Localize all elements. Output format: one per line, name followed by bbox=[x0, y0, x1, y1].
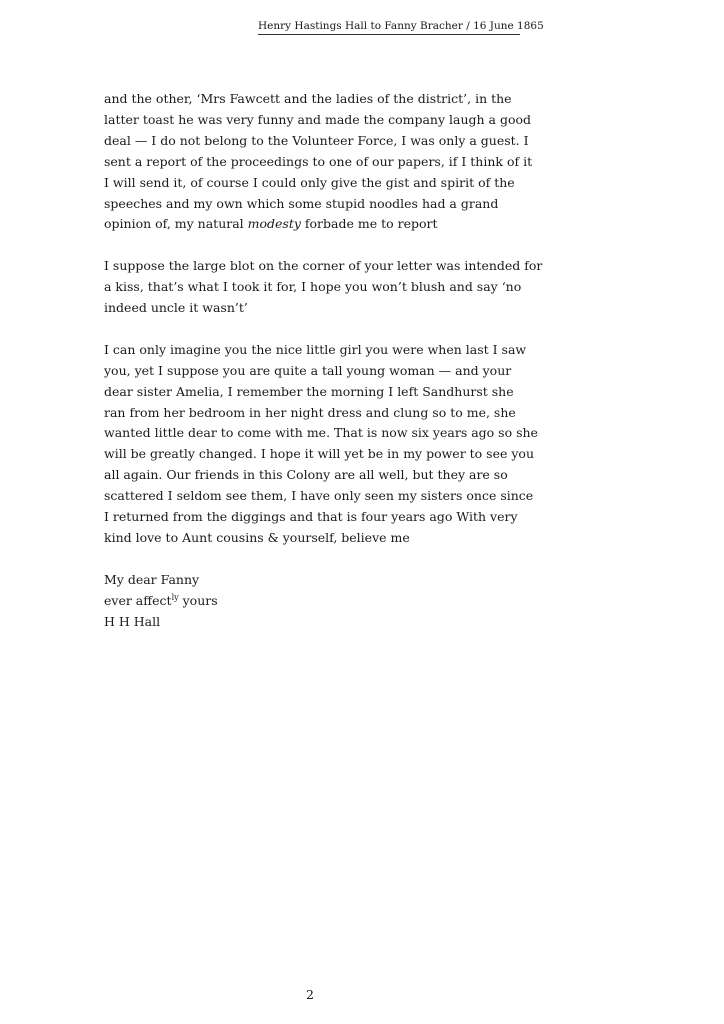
letter-closing bbox=[104, 570, 524, 633]
text-line: a kiss, that’s what I took it for, I hope you won’t blush and say ‘no bbox=[104, 279, 522, 295]
text-line: dear sister Amelia, I remember the morning I left Sandhurst she bbox=[104, 383, 514, 399]
text-fragment: forbade me to report bbox=[300, 216, 438, 232]
text-line: wanted little dear to come with me. That is now six years ago so she bbox=[104, 425, 538, 441]
text-line: speeches and my own which some stupid noodles had a grand bbox=[104, 195, 499, 211]
text-line: sent a report of the proceedings to one of our papers, if I think of it bbox=[104, 153, 533, 169]
text-fragment: opinion of, my natural bbox=[104, 216, 248, 232]
text-line: I suppose the large blot on the corner of your letter was intended for bbox=[104, 258, 543, 274]
text-line: I returned from the diggings and that is four years ago With very bbox=[104, 509, 518, 525]
superscript-abbreviation: ly bbox=[171, 592, 179, 602]
emphasized-word: modesty bbox=[247, 216, 301, 232]
paragraph-1 bbox=[104, 89, 533, 235]
text-line: will be greatly changed. I hope it will yet be in my power to see you bbox=[104, 446, 534, 462]
text-line bbox=[104, 214, 524, 235]
text-line: and the other, ‘Mrs Fawcett and the ladies of the district’, in the bbox=[104, 91, 512, 106]
salutation: My dear Fanny bbox=[104, 571, 200, 587]
text-line: you, yet I suppose you are quite a tall young woman — and your bbox=[104, 362, 512, 378]
text-fragment: yours bbox=[178, 592, 218, 608]
valediction bbox=[104, 591, 524, 612]
running-header: Henry Hastings Hall to Fanny Bracher / 16 June 1865 bbox=[258, 20, 520, 35]
text-line: kind love to Aunt cousins & yourself, believe me bbox=[104, 530, 410, 545]
paragraph-2 bbox=[104, 256, 543, 319]
text-line: all again. Our friends in this Colony are all well, but they are so bbox=[104, 467, 508, 483]
text-line: deal — I do not belong to the Volunteer Force, I was only a guest. I bbox=[104, 132, 529, 148]
text-line: latter toast he was very funny and made the company laugh a good bbox=[104, 111, 532, 127]
text-line: scattered I seldom see them, I have only seen my sisters once since bbox=[104, 488, 534, 504]
text-line: I can only imagine you the nice little girl you were when last I saw bbox=[104, 341, 527, 357]
text-line: ran from her bedroom in her night dress and clung so to me, she bbox=[104, 404, 516, 420]
text-line: indeed uncle it wasn’t’ bbox=[104, 300, 248, 316]
text-line: I will send it, of course I could only give the gist and spirit of the bbox=[104, 174, 515, 190]
paragraph-3 bbox=[104, 340, 538, 549]
signature: H H Hall bbox=[104, 613, 161, 629]
letter-body bbox=[104, 89, 543, 633]
page-number: 2 bbox=[306, 987, 314, 1002]
text-fragment: ever affect bbox=[104, 592, 172, 608]
